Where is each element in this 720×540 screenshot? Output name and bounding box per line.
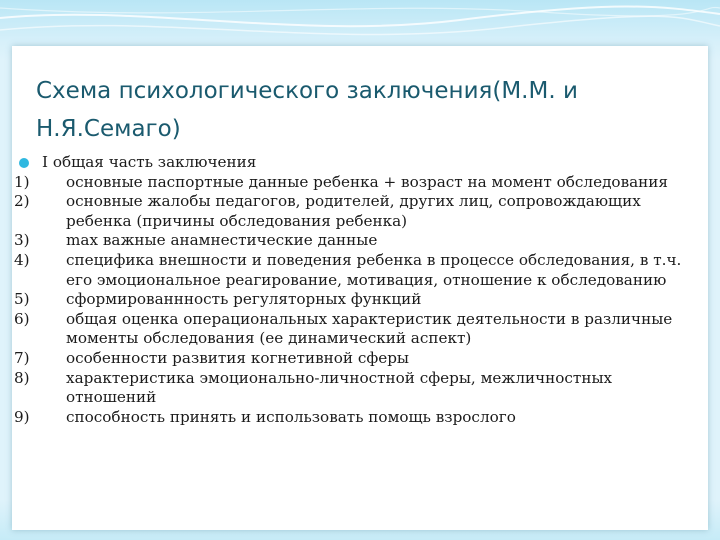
list-item-text: характеристика эмоционально-личностной сферы, межличностных отношений bbox=[66, 368, 613, 407]
list-item bbox=[14, 310, 704, 349]
list-item-text: основные паспортные данные ребенка + возраст на момент обследования bbox=[66, 172, 668, 191]
list-item-number: 4) bbox=[14, 250, 30, 269]
slide-title: Схема психологического заключения(М.М. и Н.Я.Семаго) bbox=[36, 78, 578, 142]
list-item-text: основные жалобы педагогов, родителей, других лиц, сопровождающих ребенка (причины обследования ребенка) bbox=[66, 192, 641, 230]
list-item-number: 5) bbox=[14, 290, 30, 309]
list-item-text: способность принять и использовать помощь взрослого bbox=[66, 407, 516, 426]
list-item bbox=[14, 349, 704, 369]
numbered-list bbox=[14, 173, 704, 428]
list-item-text: общая оценка операциональных характеристик деятельности в различные моменты обследования (ее динамический аспект) bbox=[66, 309, 673, 348]
list-item bbox=[14, 192, 704, 231]
list-item-number: 7) bbox=[14, 348, 30, 367]
list-item bbox=[14, 408, 704, 428]
list-item-text: max важные анамнестические данные bbox=[66, 231, 378, 250]
list-item-number: 1) bbox=[14, 172, 30, 191]
list-item-number: 6) bbox=[14, 309, 30, 328]
list-item-text: специфика внешности и поведения ребенка в процессе обследования, в т.ч. его эмоциональное реагирование, мотивация, отношение к обследованию bbox=[66, 250, 682, 289]
list-item bbox=[14, 290, 704, 310]
list-item-number: 2) bbox=[14, 192, 30, 211]
bullet-heading: I общая часть заключения bbox=[42, 153, 257, 171]
list-item bbox=[14, 369, 704, 408]
list-item-text: сформированнность регуляторных функций bbox=[66, 290, 422, 309]
list-item bbox=[14, 173, 704, 193]
list-item-number: 3) bbox=[14, 231, 30, 250]
slide-content bbox=[14, 153, 704, 427]
list-item-text: особенности развития когнетивной сферы bbox=[66, 348, 410, 367]
list-item bbox=[14, 231, 704, 251]
bullet-heading-row bbox=[14, 153, 704, 173]
list-item bbox=[14, 251, 704, 290]
list-item-number: 9) bbox=[14, 407, 30, 426]
list-item-number: 8) bbox=[14, 368, 30, 387]
bullet-icon bbox=[19, 158, 29, 168]
